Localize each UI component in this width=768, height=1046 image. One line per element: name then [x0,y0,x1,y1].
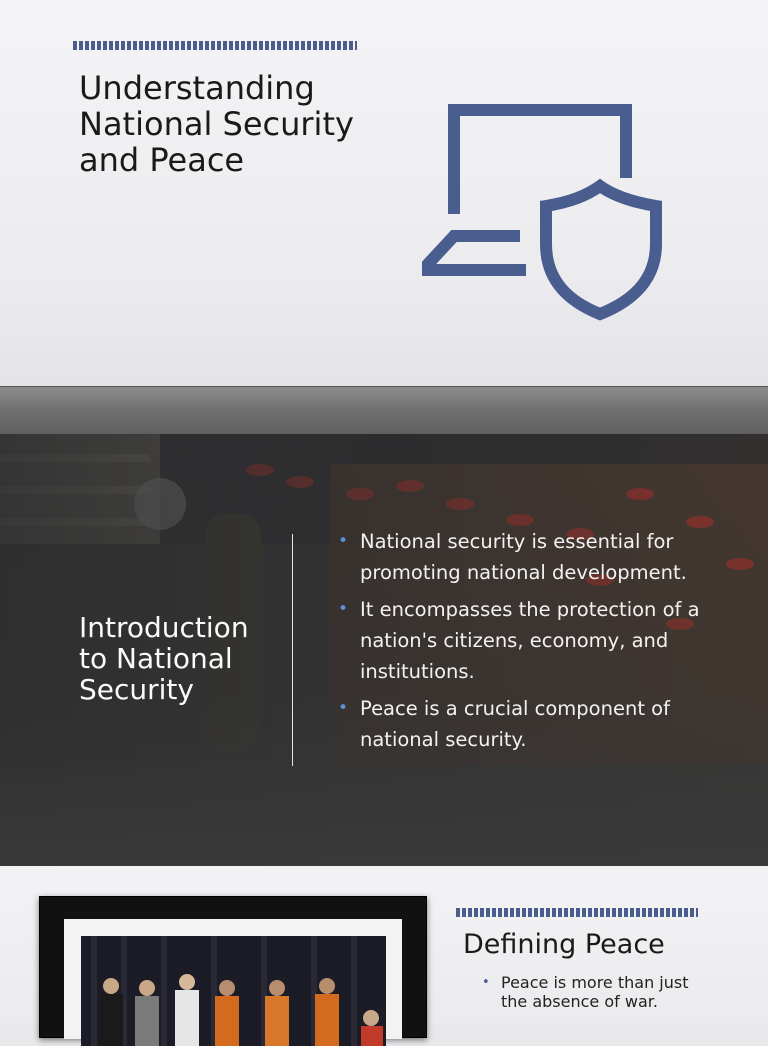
slide-separator [0,386,768,435]
decorative-hatch-bar [456,908,698,917]
laptop-shield-icon [410,98,670,326]
picture-mat [64,919,402,1039]
bullet-item [338,526,708,588]
bullet-text: It encompasses the protection of a nation's citizens, economy, and institutions. [360,598,700,683]
bullet-icon: • [338,599,349,619]
slide-understanding-security [0,0,768,386]
slide-title: Understanding National Security and Peace [79,69,354,179]
slide-title: Introduction to National Security [79,611,249,706]
bullet-list [482,973,712,1011]
bullet-icon: • [338,698,349,718]
bullet-item [338,693,708,755]
bullet-icon: • [482,975,490,990]
bullet-list [338,526,708,761]
slide-defining-peace [0,866,768,1024]
bullet-text: Peace is a crucial component of national security. [360,697,670,751]
picture-frame [39,896,427,1038]
decorative-hatch-bar [73,41,357,50]
slide-title: Defining Peace [463,929,665,960]
bullet-text: National security is essential for promoting national development. [360,530,687,584]
vertical-divider [292,534,293,766]
group-photo [81,936,386,1046]
slide-introduction [0,434,768,866]
bullet-icon: • [338,531,349,551]
bullet-item [482,973,712,1011]
bullet-text: Peace is more than just the absence of war. [501,973,689,1011]
bullet-item [338,594,708,687]
